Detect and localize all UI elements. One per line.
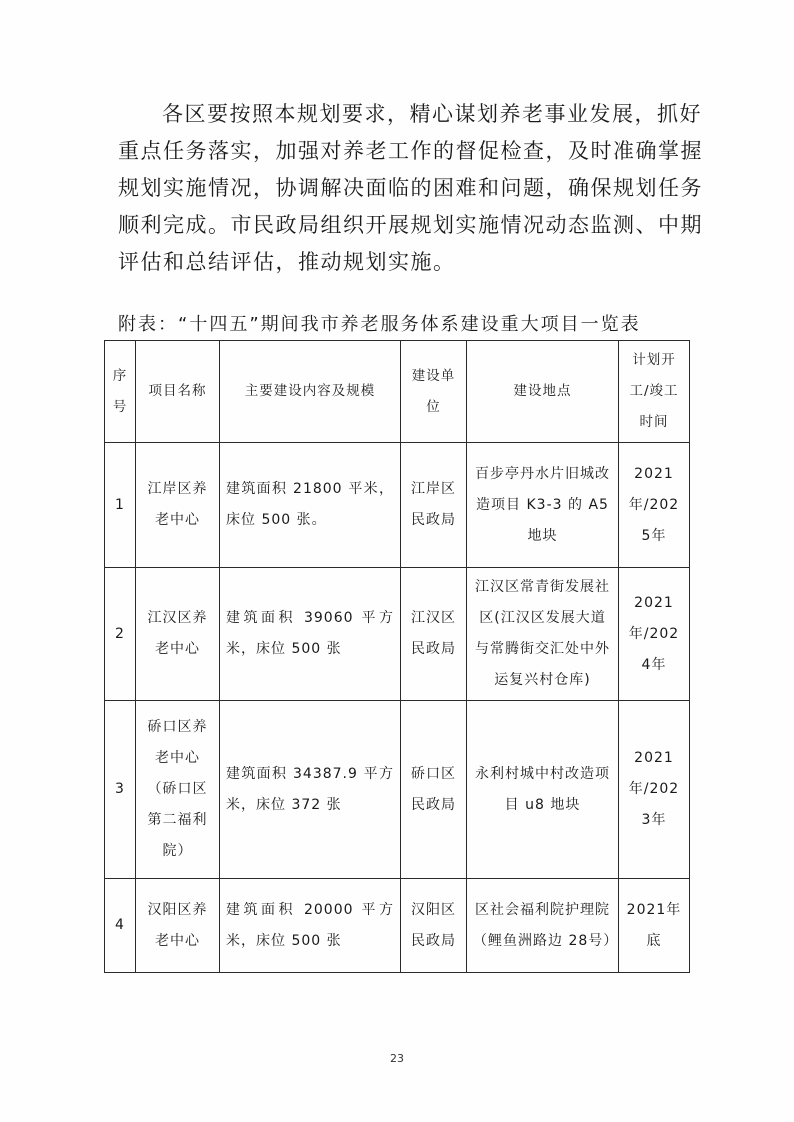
cell-no: 3 [105, 701, 136, 879]
table-row [105, 443, 690, 568]
header-time: 计划开工/竣工时间 [619, 341, 690, 443]
cell-location: 百步亭丹水片旧城改造项目 K3-3 的 A5 地块 [467, 443, 619, 568]
cell-time: 2021年底 [619, 879, 690, 973]
paragraph-line: 重点任务落实，加强对养老工作的督促检查，及时准确掌握 [118, 139, 703, 163]
paragraph-line: 评估和总结评估，推动规划实施。 [118, 250, 456, 274]
table-row [105, 568, 690, 701]
paragraph-line: 规划实施情况，协调解决面临的困难和问题，确保规划任务 [118, 176, 703, 200]
cell-content: 建筑面积 39060 平方米，床位 500 张 [220, 568, 401, 701]
cell-time: 2021年/2023年 [619, 701, 690, 879]
page-number: 23 [390, 1052, 404, 1065]
cell-content: 建筑面积 20000 平方米，床位 500 张 [220, 879, 401, 973]
cell-unit: 汉阳区民政局 [401, 879, 467, 973]
table-caption: 附表：“十四五”期间我市养老服务体系建设重大项目一览表 [118, 314, 641, 335]
cell-unit: 硚口区民政局 [401, 701, 467, 879]
header-content: 主要建设内容及规模 [220, 341, 401, 443]
cell-no: 2 [105, 568, 136, 701]
cell-name: 硚口区养老中心（硚口区第二福利院） [136, 701, 220, 879]
projects-table [104, 340, 690, 973]
cell-content: 建筑面积 21800 平米，床位 500 张。 [220, 443, 401, 568]
cell-time: 2021年/2024年 [619, 568, 690, 701]
cell-time: 2021年/2025年 [619, 443, 690, 568]
cell-no: 1 [105, 443, 136, 568]
cell-unit: 江汉区民政局 [401, 568, 467, 701]
paragraph-line: 顺利完成。市民政局组织开展规划实施情况动态监测、中期 [118, 213, 703, 237]
cell-location: 永利村城中村改造项目 u8 地块 [467, 701, 619, 879]
cell-unit: 江岸区民政局 [401, 443, 467, 568]
table-header-row [105, 341, 690, 443]
header-location: 建设地点 [467, 341, 619, 443]
table-row [105, 879, 690, 973]
cell-location: 江汉区常青街发展社区(江汉区发展大道与常腾街交汇处中外运复兴村仓库) [467, 568, 619, 701]
body-paragraph [118, 96, 703, 281]
cell-content: 建筑面积 34387.9 平方米，床位 372 张 [220, 701, 401, 879]
cell-name: 汉阳区养老中心 [136, 879, 220, 973]
cell-location: 区社会福利院护理院（鲤鱼洲路边 28号） [467, 879, 619, 973]
cell-name: 江岸区养老中心 [136, 443, 220, 568]
header-name: 项目名称 [136, 341, 220, 443]
paragraph-line: 各区要按照本规划要求，精心谋划养老事业发展，抓好 [162, 102, 702, 126]
table-row [105, 701, 690, 879]
header-unit: 建设单位 [401, 341, 467, 443]
header-no: 序号 [105, 341, 136, 443]
cell-name: 江汉区养老中心 [136, 568, 220, 701]
cell-no: 4 [105, 879, 136, 973]
